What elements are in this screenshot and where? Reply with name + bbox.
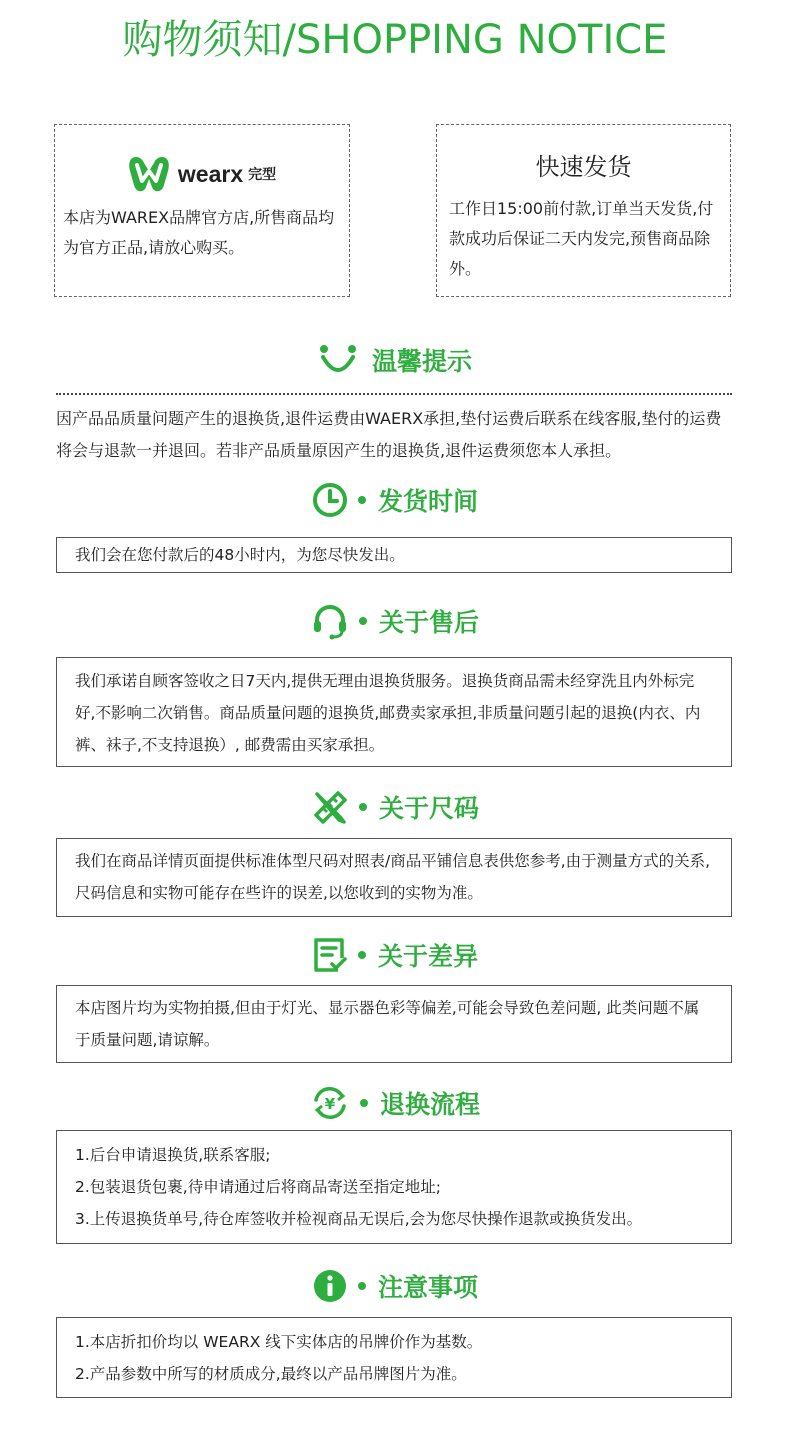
section-title: 关于差异: [377, 942, 478, 971]
section-line: 2.包装退货包裹,待申请通过后将商品寄送至指定地址;: [75, 1178, 441, 1196]
warm-tips-header: [0, 340, 790, 380]
info-icon: [312, 1268, 348, 1304]
bullet-dot: [359, 803, 367, 811]
ruler-pencil-icon: [311, 788, 349, 826]
shipping-card-title: 快速发货: [535, 153, 632, 181]
divider: [56, 393, 732, 395]
wearx-logo-icon: [128, 153, 170, 195]
section-line: 1.本店折扣价均以 WEARX 线下实体店的吊牌价作为基数。: [75, 1333, 483, 1351]
section-header-difference: [0, 935, 790, 975]
section-box-notes: [56, 1317, 732, 1398]
section-line: 3.上传退换货单号,待仓库签收并检视商品无误后,会为您尽快操作退款或换货发出。: [75, 1210, 643, 1228]
logo-cn: 完型: [248, 167, 277, 183]
warm-tips-title: 温馨提示: [371, 347, 472, 376]
brand-logo: [55, 153, 349, 195]
smile-icon: [318, 343, 358, 377]
bullet-dot: [360, 1099, 368, 1107]
clock-icon: [312, 482, 348, 518]
section-header-size: [0, 787, 790, 827]
section-header-after-sales: [0, 601, 790, 641]
section-line: 我们会在您付款后的48小时内，为您尽快发出。: [75, 546, 405, 564]
section-line: 我们在商品详情页面提供标准体型尺码对照表/商品平铺信息表供您参考,由于测量方式的关系,尺码信息和实物可能存在些许的误差,以您收到的实物为准。: [75, 852, 711, 902]
section-title: 关于尺码: [378, 794, 479, 823]
page-title: 购物须知/SHOPPING NOTICE: [122, 17, 668, 63]
section-box-shipping-time: [56, 537, 732, 573]
svg-text:¥: ¥: [324, 1095, 336, 1113]
shipping-card: [436, 124, 731, 297]
section-box-after-sales: [56, 657, 732, 767]
section-header-shipping-time: [0, 480, 790, 520]
bullet-dot: [358, 496, 366, 504]
document-icon: [312, 936, 348, 974]
headset-icon: [311, 602, 349, 640]
section-box-difference: [56, 985, 732, 1063]
bullet-dot: [359, 617, 367, 625]
section-line: 我们承诺自顾客签收之日7天内,提供无理由退换货服务。退换货商品需未经穿洗且内外标完好,不影响二次销售。商品质量问题的退换货,邮费卖家承担,非质量问题引起的退换(内衣、内裤、袜子,不支持退换）, 邮费需由买家承担。: [75, 672, 701, 754]
section-header-return-process: [0, 1083, 790, 1123]
section-box-return-process: [56, 1130, 732, 1244]
store-card: [54, 124, 350, 297]
section-title: 关于售后: [378, 608, 479, 637]
section-box-size: [56, 838, 732, 917]
yen-refresh-icon: [310, 1084, 350, 1122]
section-line: 本店图片均为实物拍摄,但由于灯光、显示器色彩等偏差,可能会导致色差问题, 此类问题不属于质量问题,请谅解。: [75, 999, 700, 1049]
warm-tips-text: 因产品品质量问题产生的退换货,退件运费由WAERX承担,垫付运费后联系在线客服,垫付的运费将会与退款一并退回。若非产品质量原因产生的退换货,退件运费须您本人承担。: [56, 409, 722, 460]
section-title: 发货时间: [377, 487, 478, 516]
bullet-dot: [358, 1282, 366, 1290]
bullet-dot: [358, 951, 366, 959]
shipping-card-text: 工作日15:00前付款,订单当天发货,付款成功后保证二天内发完,预售商品除外。: [449, 199, 714, 278]
section-line: 2.产品参数中所写的材质成分,最终以产品吊牌图片为准。: [75, 1365, 467, 1383]
section-title: 退换流程: [379, 1090, 480, 1119]
section-title: 注意事项: [377, 1273, 478, 1302]
section-line: 1.后台申请退换货,联系客服;: [75, 1146, 271, 1164]
section-header-notes: [0, 1266, 790, 1306]
store-card-text: 本店为WAREX品牌官方店,所售商品均为官方正品,请放心购买。: [63, 208, 335, 257]
logo-word: wearx: [177, 160, 244, 187]
